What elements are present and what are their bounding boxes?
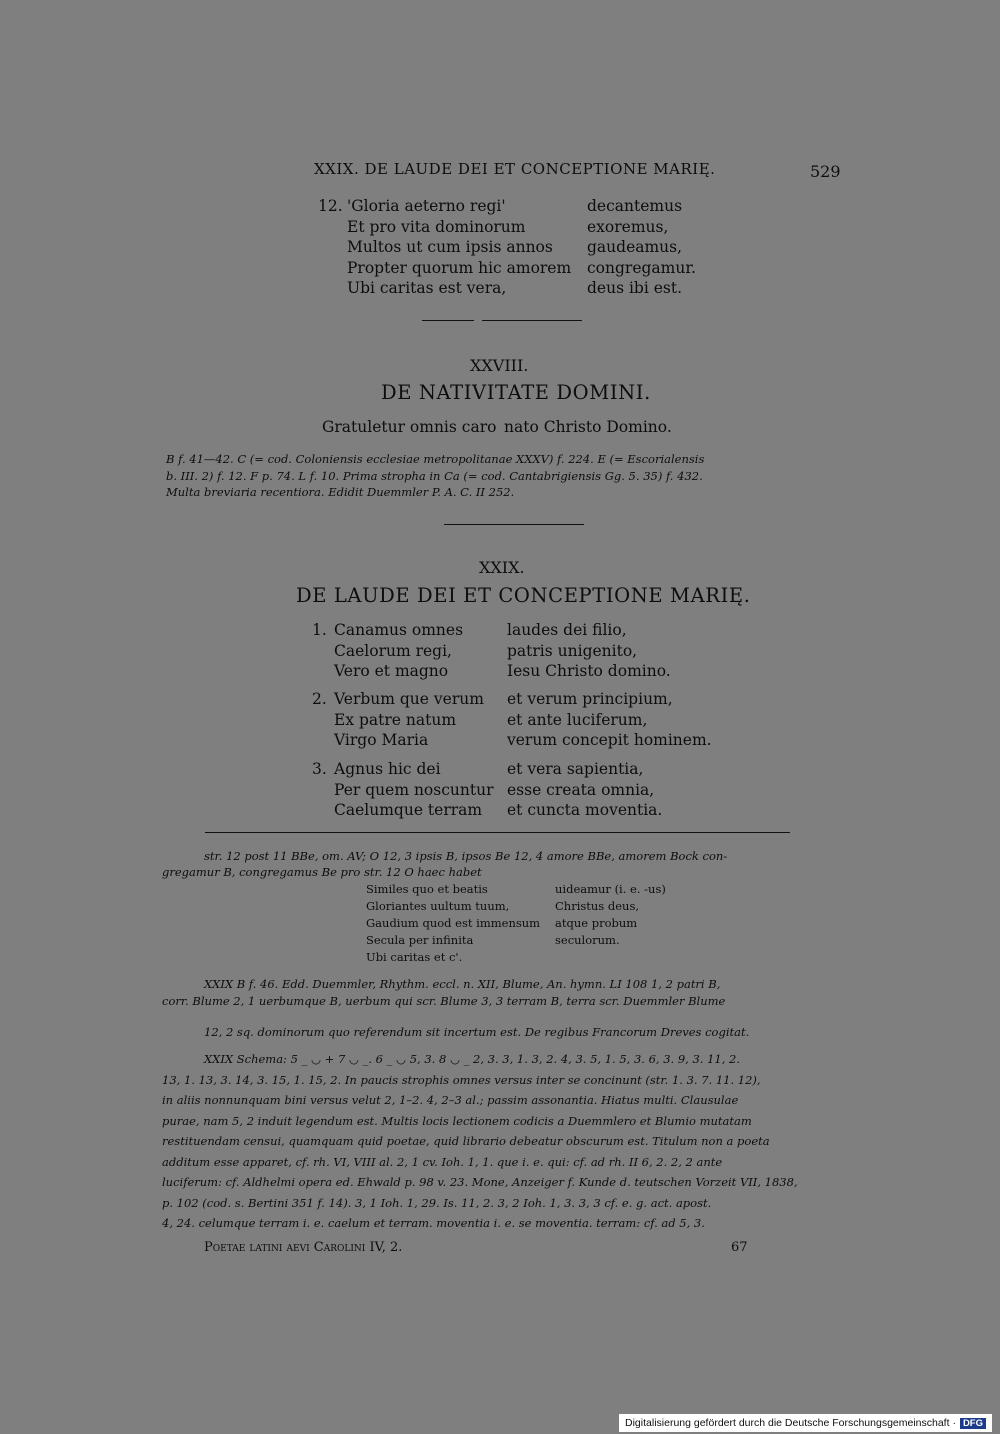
stanza-left-column [334, 759, 493, 821]
commentary-line: 13, 1. 13, 3. 14, 3. 15, 1. 15, 2. In paucis strophis omnes versus inter se concinunt (str. 1. 3. 7. 11. 12), [162, 1072, 761, 1087]
running-head: XXIX. DE LAUDE DEI ET CONCEPTIONE MARIĘ. [314, 160, 716, 178]
commentary-note: 12, 2 sq. dominorum quo referendum sit incertum est. De regibus Francorum Dreves cogitat. [204, 1025, 750, 1039]
commentary-line: purae, nam 5, 2 induit legendum est. Multis locis lectionem codicis a Duemmlero et Blumio mutatam [162, 1113, 752, 1128]
commentary-line: XXIX Schema: 5 _ ◡ + 7 ◡ _. 6 _ ◡ 5, 3. 8 ◡ _ 2, 3. 3, 1. 3, 2. 4, 3. 5, 1. 5, 3. 6, 3. 9, 3. 11, 2. [204, 1052, 741, 1066]
verse-line: Caelumque terram [334, 801, 483, 819]
stanza-right-column [507, 620, 671, 682]
verse-line: Iesu Christo domino. [507, 662, 671, 680]
verse-line: Ex patre natum [334, 710, 457, 729]
verse-line: et vera sapientia, [507, 760, 644, 778]
section-divider [444, 524, 584, 525]
apparatus-line: str. 12 post 11 BBe, om. AV; O 12, 3 ipsis B, ipsos Be 12, 4 amore BBe, amorem Bock con- [204, 849, 728, 863]
quoted-line: atque probum [555, 916, 638, 930]
quoted-line: uideamur (i. e. -us) [555, 882, 666, 896]
section-divider [482, 320, 582, 321]
verse-line: congregamur. [587, 258, 696, 277]
funding-text: Digitalisierung gefördert durch die Deutsche Forschungsgemeinschaft · [625, 1417, 956, 1429]
stanza-12-left-column [347, 196, 571, 299]
apparatus-rule [205, 832, 790, 833]
quoted-line: Gaudium quod est immensum [366, 916, 541, 930]
stanza-number: 2. [312, 690, 327, 708]
verse-line: Virgo Maria [334, 731, 429, 749]
poem-title: DE NATIVITATE DOMINI. [381, 381, 651, 404]
quoted-line: Similes quo et beatis [366, 882, 488, 896]
verse-line: Verbum que verum [334, 690, 484, 708]
verse-line: Multos ut cum ipsis annos [347, 238, 553, 256]
quoted-stanza-left [366, 881, 540, 966]
poem-numeral: XXIX. [479, 558, 525, 577]
quoted-stanza-right [555, 881, 666, 949]
source-note [166, 451, 704, 501]
quoted-line: Gloriantes uultum tuum, [366, 899, 510, 913]
verse-line: exoremus, [587, 217, 669, 236]
volume-line: Poetae latini aevi Carolini IV, 2. [204, 1240, 403, 1255]
verse-line: Propter quorum hic amorem [347, 258, 572, 277]
schema-commentary [162, 1049, 798, 1234]
verse-line: gaudeamus, [587, 238, 683, 256]
verse-line: Ubi caritas est vera, [347, 279, 507, 297]
verse-line: Canamus omnes [334, 621, 464, 639]
source-line: B f. 41—42. C (= cod. Coloniensis ecclesiae metropolitanae XXXV) f. 224. E (= Escorialensis [166, 452, 705, 466]
stanza-left-column [334, 620, 463, 682]
source-line: Multa breviaria recentiora. Edidit Duemmler P. A. C. II 252. [166, 485, 515, 499]
commentary-line: in aliis nonnunquam bini versus velut 2, 1–2. 4, 2–3 al.; passim assonantia. Hiatus multi. Clausulae [162, 1093, 739, 1107]
verse-line: et cuncta moventia. [507, 801, 663, 819]
stanza-12-right-column [587, 196, 696, 299]
stanza-right-column [507, 689, 712, 751]
funding-banner [619, 1414, 992, 1432]
quoted-line: Ubi caritas et c'. [366, 950, 463, 964]
verse-line: Caelorum regi, [334, 641, 452, 660]
commentary-line: p. 102 (cod. s. Bertini 351 f. 14). 3, 1 Ioh. 1, 29. Is. 11, 2. 3, 2 Ioh. 1, 3. 3, 3 cf. e. g. act. apost. [162, 1195, 712, 1210]
dfg-logo: DFG [960, 1418, 986, 1429]
apparatus-line: gregamur B, congregamus Be pro str. 12 O haec habet [162, 865, 482, 879]
poem-title: DE LAUDE DEI ET CONCEPTIONE MARIĘ. [296, 584, 751, 607]
verse-line: et verum principium, [507, 690, 673, 708]
commentary-line: restituendam censui, quamquam quid poetae, quid librario debeatur obscurum est. Titulum non a poeta [162, 1134, 770, 1148]
apparatus-line: XXIX B f. 46. Edd. Duemmler, Rhythm. eccl. n. XII, Blume, An. hymn. LI 108 1, 2 patri B, [204, 977, 721, 991]
commentary-line: additum esse apparet, cf. rh. VI, VIII al. 2, 1 cv. Ioh. 1, 1. que i. e. qui: cf. ad rh. II 6, 2. 2, 2 ante [162, 1154, 723, 1169]
poem-numeral: XXVIII. [470, 356, 529, 375]
source-line: b. III. 2) f. 12. F p. 74. L f. 10. Prima stropha in Ca (= cod. Cantabrigiensis Gg. 5. 35) f. 432. [166, 468, 703, 483]
verse-line: Per quem noscuntur [334, 780, 494, 799]
verse-line: Et pro vita dominorum [347, 217, 526, 236]
signature-mark: 67 [731, 1240, 748, 1255]
commentary-line: 4, 24. celumque terram i. e. caelum et terram. moventia i. e. se moventia. terram: cf. ad 5, 3. [162, 1216, 705, 1230]
stanza-number: 1. [312, 621, 327, 639]
stanza-left-column [334, 689, 484, 751]
stanza-number: 3. [312, 760, 327, 778]
stanza-right-column [507, 759, 662, 821]
verse-line: Vero et magno [334, 662, 449, 680]
verse-line: decantemus [587, 197, 683, 215]
section-divider [422, 320, 474, 321]
verse-line: laudes dei filio, [507, 621, 627, 639]
quoted-line: seculorum. [555, 933, 620, 947]
verse-line: Agnus hic dei [334, 760, 441, 778]
quoted-line: Christus deus, [555, 899, 639, 913]
stanza-number: 12. [318, 197, 343, 215]
verse-line: patris unigenito, [507, 641, 638, 660]
verse-line: et ante luciferum, [507, 710, 648, 729]
incipit-left: Gratuletur omnis caro [322, 418, 497, 436]
quoted-line: Secula per infinita [366, 933, 474, 947]
verse-line: deus ibi est. [587, 279, 683, 297]
commentary-line: luciferum: cf. Aldhelmi opera ed. Ehwald p. 98 v. 23. Mone, Anzeiger f. Kunde d. teutschen Vorzeit VII, 1838, [162, 1175, 798, 1189]
incipit-right: nato Christo Domino. [504, 418, 672, 436]
verse-line: esse creata omnia, [507, 780, 655, 799]
verse-line: verum concepit hominem. [507, 731, 712, 749]
page-number: 529 [810, 162, 841, 181]
apparatus-line: corr. Blume 2, 1 uerbumque B, uerbum qui scr. Blume 3, 3 terram B, terra scr. Duemmler Blume [162, 994, 726, 1008]
verse-line: 'Gloria aeterno regi' [347, 197, 506, 215]
